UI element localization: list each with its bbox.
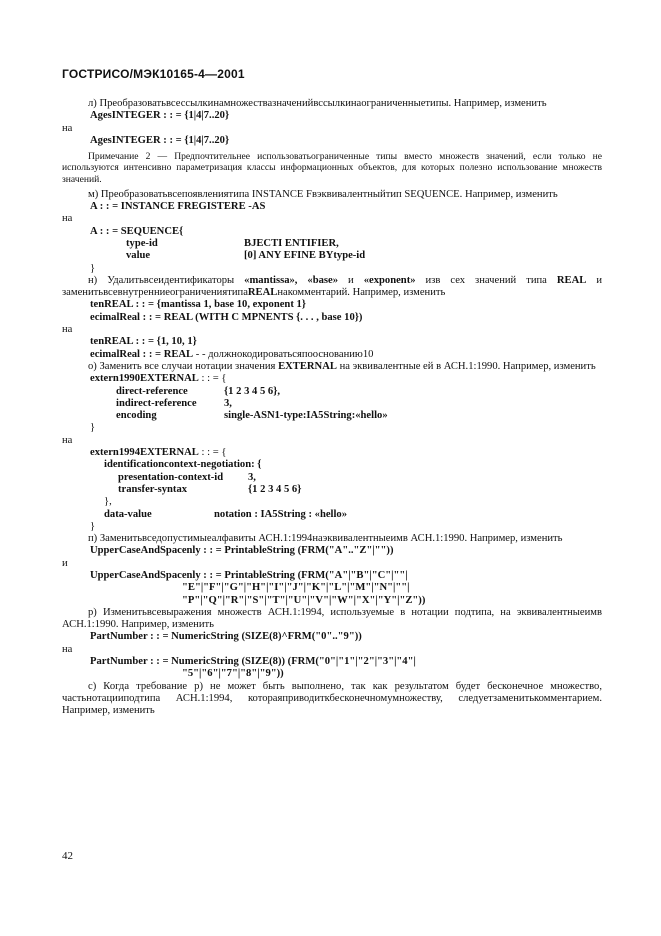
text-run: на эквивалентные ей в АСН.1:1990. Например, изменить [336,360,596,372]
item-r-code-1: PartNumber : : = NumericString (SIZE(8)^FRM("0".."9")) [90,631,362,643]
item-o-row-1 [62,386,602,398]
page-header: ГОСТРИСО/МЭК10165-4—2001 [62,67,245,81]
text-run-bold: EXTERNAL [278,360,337,372]
item-p-code-3: "E"|"F"|"G"|"H"|"I"|"J"|"K"|"L"|"M"|"N"|""| [182,582,410,594]
code-field-type: BJECTI ENTIFIER, [244,237,339,249]
item-m-code-2: A : : = SEQUENCE{ [90,225,184,237]
page-number: 42 [62,850,73,862]
code-field-name: direct-reference [116,385,188,397]
item-o-text [62,361,602,373]
text-run-bold: REAL [556,274,587,286]
item-o-close-3: } [90,520,96,532]
text-run: : : = { [198,373,227,385]
text-run-bold: extern1994EXTERNAL [90,447,199,459]
code-field-name: type-id [126,237,158,249]
item-o-na: на [62,434,73,446]
item-o-code-3: identificationcontext-negotiation: { [104,459,262,471]
item-l-na: на [62,122,73,134]
code-field-value: {1 2 3 4 5 6} [248,483,302,495]
text-run: изв сех значений типа [415,274,557,286]
item-o-row-3 [62,410,602,422]
item-p-code-2: UpperCaseAndSpacenly : : = PrintableString (FRM("A"|"B"|"C"|""| [90,570,408,581]
text-run-bold: «exponent» [363,274,416,286]
item-l-code-2: AgesINTEGER : : = {1|4|7..20} [90,134,230,146]
item-r-code-2: PartNumber : : = NumericString (SIZE(8)) (FRM("0"|"1"|"2"|"3"|"4"| [90,656,416,668]
item-r-code-3: "5"|"6"|"7"|"8"|"9")) [182,668,284,680]
code-field-value: {1 2 3 4 5 6}, [224,385,281,397]
page-body [62,98,602,718]
text-run-bold: extern1990EXTERNAL [90,373,199,385]
item-o-code-1 [62,373,602,385]
item-n-code-4 [62,349,602,361]
text-run-bold: REAL [247,287,278,299]
item-n-text [62,275,602,300]
item-p-text: п) Заменитьвседопустимыеалфавиты АСН.1:1994наэквивалентныеимв АСН.1:1990. Например, изменить [88,533,563,545]
code-field-name: value [126,250,151,262]
code-field-type: [0] ANY EFINE BYtype-id [244,250,366,262]
item-o-close-2: }, [104,496,112,508]
text-run: : : = { [198,447,227,459]
text-run: н) Удалитьвсеидентификаторы [88,274,245,286]
text-run: накомментарий. Например, изменить [277,287,446,299]
text-run: и [338,274,364,286]
text-run-bold: ecimalReal : : = REAL [90,348,194,360]
code-field-value: 3, [248,471,256,483]
code-field-value: notation : IA5String : «hello» [214,508,348,520]
item-s-text: с) Когда требование р) не может быть выполнено, так как результатом будет бесконечное множество, частьнотацииподтипа АСН.1:1994, котораяприводиткбесконечномумножеству, следуетзаменитькомментарием. Например, изменить [62,680,602,717]
item-o-close: } [90,422,96,434]
code-field-value: single-ASN1-type:IA5String:«hello» [224,410,388,422]
item-m-text: м) Преобразоватьвсепоявлениятипа INSTANCE Fвэквивалентныйтип SEQUENCE. Например, изменить [88,188,558,200]
item-m-close: } [90,262,96,274]
text-run: - - должнокодироватьсяпооснованию10 [193,348,374,360]
text-run-bold: «mantissa», «base» [244,274,339,286]
item-n-code-3: tenREAL : : = {1, 10, 1} [90,336,197,348]
code-field-name: transfer-syntax [118,483,188,495]
code-field-name: indirect-reference [116,397,197,409]
item-p-code-4: "P"|"Q"|"R"|"S"|"T"|"U"|"V"|"W"|"X"|"Y"|"Z")) [182,594,426,606]
item-m-na: на [62,213,73,225]
code-field-name: data-value [104,508,152,520]
item-o-row-4 [62,472,602,484]
item-n-code-2: ecimalReal : : = REAL (WITH C MPNENTS {. . . , base 10}) [90,311,363,323]
code-field-name: encoding [116,410,157,422]
item-o-row-2 [62,398,602,410]
item-l-text: л) Преобразоватьвсессылкинамножествазначенийвссылкинаограниченныетипы. Например, изменить [88,98,547,109]
item-n-code-1: tenREAL : : = {mantissa 1, base 10, exponent 1} [90,299,306,311]
note-2: Примечание 2 — Предпочтительнее использоватьограниченные типы вместо множеств значений, если только не используются интенсивно параметризация классы информационных объектов, для которых полезно использование множеств значений. [62,151,602,185]
item-p-code-1: UpperCaseAndSpacenly : : = PrintableString (FRM("A".."Z"|"")) [90,545,394,557]
code-field-name: presentation-context-id [118,471,224,483]
item-o-row-6 [62,509,602,521]
text-run: о) Заменить все случаи нотации значения [88,360,279,372]
item-p-i: и [62,557,68,569]
code-field-value: 3, [224,397,232,409]
item-l-code-1: AgesINTEGER : : = {1|4|7..20} [90,110,230,122]
item-o-code-2 [62,447,602,459]
item-o-row-5 [62,484,602,496]
item-n-na: на [62,324,73,336]
item-m-code-1: A : : = INSTANCE FREGISTERE -AS [90,201,266,213]
item-r-na: на [62,643,73,655]
item-m-code-4 [62,250,602,262]
text-run: и заменитьвсевнутренниеограничениятипа [62,274,602,299]
item-m-code-3 [62,238,602,250]
item-r-text: р) Изменитьвсевыражения множеств АСН.1:1994, используемые в нотации подтипа, на эквивалентныеимв АСН.1:1990. Например, изменить [62,606,602,631]
